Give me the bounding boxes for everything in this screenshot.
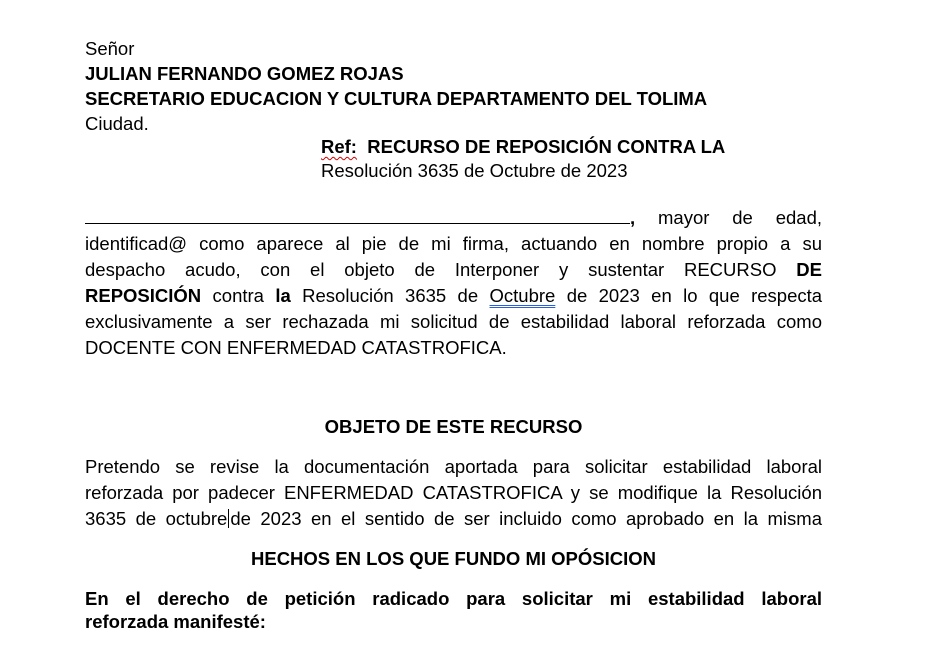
intro-line-5: exclusivamente a ser rechazada mi solicitud de estabilidad laboral reforzada como: [85, 311, 822, 332]
recipient-name: JULIAN FERNANDO GOMEZ ROJAS: [85, 63, 404, 84]
reference-label: Ref:: [321, 136, 357, 157]
reference-title: [321, 136, 725, 158]
grammar-flag-month: Octubre: [489, 285, 556, 306]
section-heading-hechos: HECHOS EN LOS QUE FUNDO MI OPÓSICION: [251, 548, 656, 569]
name-blank-line: ,: [85, 207, 635, 229]
hechos-line-2: reforzada manifesté:: [85, 611, 266, 632]
intro-line-2: identificad@ como aparece al pie de mi firma, actuando en nombre propio a su: [85, 233, 822, 254]
intro-line-4: REPOSICIÓN contra la Resolución 3635 de Octubre de 2023 en lo que respecta: [85, 285, 823, 306]
objeto-line-1: Pretendo se revise la documentación aportada para solicitar estabilidad laboral: [85, 456, 822, 477]
city: Ciudad.: [85, 113, 149, 134]
objeto-line-2: reforzada por padecer ENFERMEDAD CATASTROFICA y se modifique la Resolución: [85, 482, 822, 503]
section-heading-objeto: OBJETO DE ESTE RECURSO: [324, 416, 583, 437]
intro-line-1: , mayor de edad,: [85, 207, 822, 229]
hechos-line-1: En el derecho de petición radicado para solicitar mi estabilidad laboral: [85, 588, 822, 609]
reference-text: RECURSO DE REPOSICIÓN CONTRA LA: [367, 136, 726, 157]
objeto-line-3: 3635 de octubre de 2023 en el sentido de ser incluido como aprobado en la misma: [85, 508, 822, 529]
reference-subtitle: Resolución 3635 de Octubre de 2023: [321, 160, 628, 181]
signature-blank: [85, 207, 630, 224]
recipient-position: SECRETARIO EDUCACION Y CULTURA DEPARTAMENTO DEL TOLIMA: [85, 88, 708, 109]
intro-line-6: DOCENTE CON ENFERMEDAD CATASTROFICA.: [85, 337, 507, 358]
intro-line-3: despacho acudo, con el objeto de Interponer y sustentar RECURSO DE: [85, 259, 822, 280]
salutation: Señor: [85, 38, 135, 59]
